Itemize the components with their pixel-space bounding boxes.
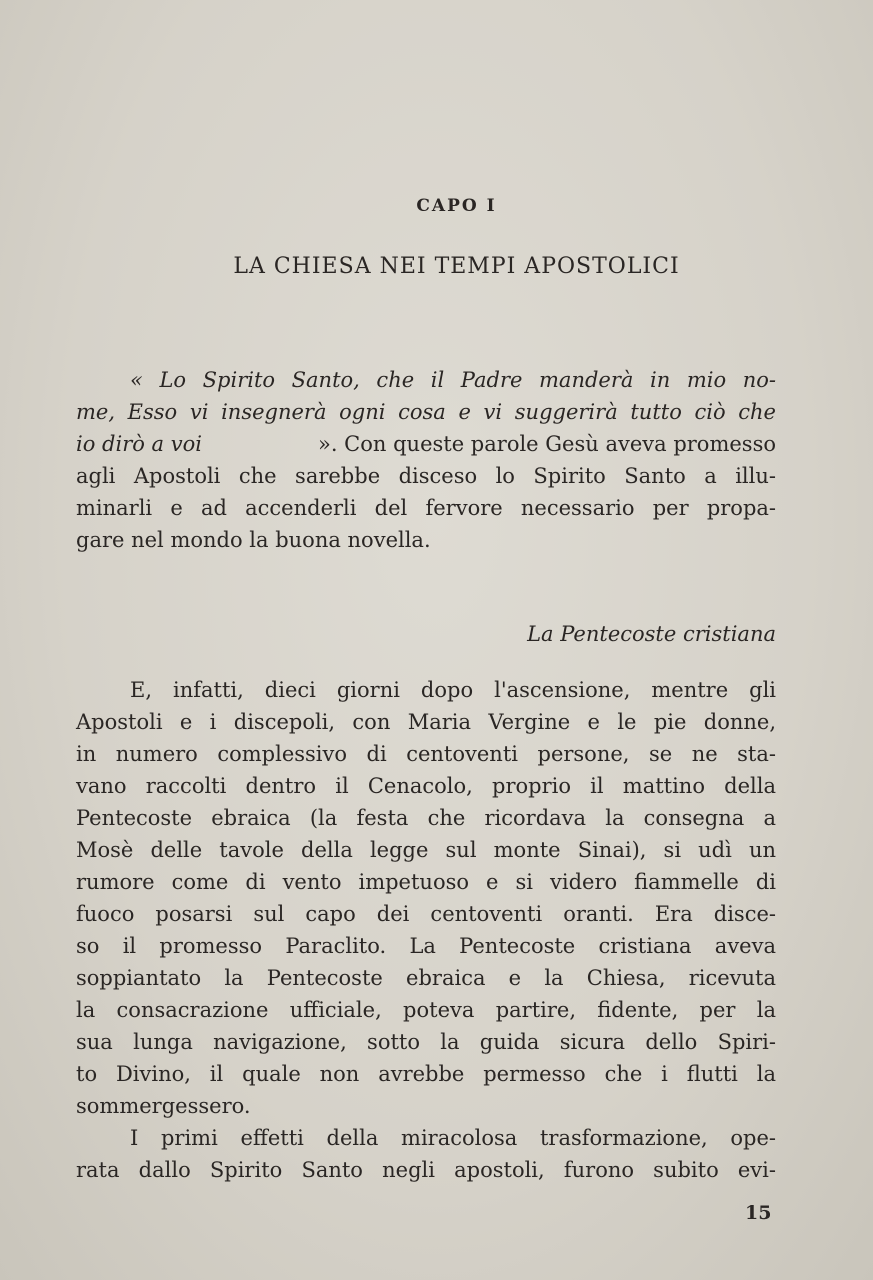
- text-line: in numero complessivo di centoventi persone, se ne sta-: [76, 742, 776, 766]
- page-number: 15: [745, 1202, 772, 1224]
- quote-end: io dirò a voi: [76, 432, 202, 456]
- section-heading: La Pentecoste cristiana: [527, 622, 776, 646]
- text-line: Pentecoste ebraica (la festa che ricordava la consegna a: [76, 806, 776, 830]
- text-line: vano raccolti dentro il Cenacolo, proprio il mattino della: [76, 774, 776, 798]
- text-line: rumore come di vento impetuoso e si videro fiammelle di: [76, 870, 776, 894]
- text-line: la consacrazione ufficiale, poteva partire, fidente, per la: [76, 998, 776, 1022]
- text-line: to Divino, il quale non avrebbe permesso che i flutti la: [76, 1062, 776, 1086]
- text-line: Apostoli e i discepoli, con Maria Vergine e le pie donne,: [76, 710, 776, 734]
- text-line: [76, 428, 776, 460]
- text-segment: ». Con queste parole Gesù aveva promesso: [311, 432, 776, 456]
- text-line: sua lunga navigazione, sotto la guida sicura dello Spiri-: [76, 1030, 776, 1054]
- text-line: I primi effetti della miracolosa trasformazione, ope-: [130, 1126, 776, 1150]
- chapter-label: CAPO I: [416, 196, 497, 216]
- text-line: gare nel mondo la buona novella.: [76, 528, 431, 552]
- text-line: rata dallo Spirito Santo negli apostoli, furono subito evi-: [76, 1158, 776, 1182]
- text-line: me, Esso vi insegnerà ogni cosa e vi suggerirà tutto ciò che: [76, 400, 776, 424]
- body-paragraph: [76, 674, 776, 1186]
- text-line: « Lo Spirito Santo, che il Padre manderà in mio no-: [130, 368, 776, 392]
- chapter-title: LA CHIESA NEI TEMPI APOSTOLICI: [233, 254, 680, 279]
- text-line: Mosè delle tavole della legge sul monte Sinai), si udì un: [76, 838, 776, 862]
- intro-paragraph: [76, 364, 776, 556]
- text-line: E, infatti, dieci giorni dopo l'ascensione, mentre gli: [130, 678, 776, 702]
- text-line: agli Apostoli che sarebbe disceso lo Spirito Santo a illu-: [76, 464, 776, 488]
- text-line: sommergessero.: [76, 1094, 251, 1118]
- text-line: so il promesso Paraclito. La Pentecoste cristiana aveva: [76, 934, 776, 958]
- text-line: fuoco posarsi sul capo dei centoventi oranti. Era disce-: [76, 902, 776, 926]
- text-line: minarli e ad accenderli del fervore necessario per propa-: [76, 496, 776, 520]
- text-line: soppiantato la Pentecoste ebraica e la Chiesa, ricevuta: [76, 966, 776, 990]
